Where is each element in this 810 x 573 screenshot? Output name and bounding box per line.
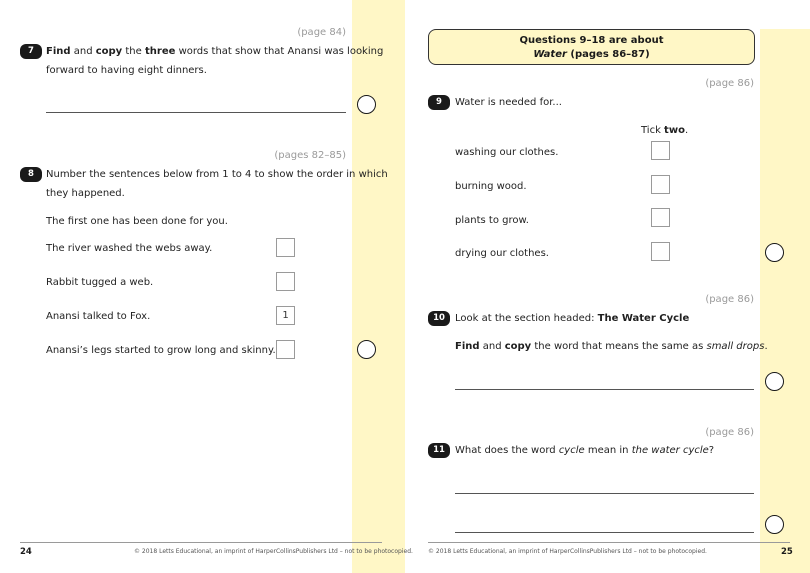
q8-page-ref: (pages 82–85): [274, 150, 346, 161]
banner-line2: [429, 48, 754, 62]
page-number: 25: [781, 547, 793, 557]
section-banner: [428, 29, 755, 65]
q9-option-label: plants to grow.: [455, 215, 529, 226]
q9-tick-box[interactable]: [651, 175, 670, 194]
q9-number-badge: 9: [428, 95, 450, 110]
q9-option-label: washing our clothes.: [455, 147, 559, 158]
q7-text: words that show that Anansi was looking: [175, 46, 384, 57]
tick-text: .: [684, 125, 689, 136]
q9-tick-box[interactable]: [651, 242, 670, 261]
q11-number-badge: 11: [428, 443, 450, 458]
q10-text: Look at the section headed:: [455, 313, 598, 324]
q9-option-label: burning wood.: [455, 181, 527, 192]
q10-small-drops: small drops: [706, 341, 765, 352]
q9-tick-box[interactable]: [651, 208, 670, 227]
q11-water-cycle: the water cycle: [631, 445, 709, 456]
q7-answer-line[interactable]: [46, 112, 346, 113]
q11-answer-line[interactable]: [455, 493, 754, 494]
q7-page-ref: (page 84): [297, 27, 346, 38]
q8-mark-circle: [357, 340, 376, 359]
q8-item-label: Rabbit tugged a web.: [46, 277, 154, 288]
footer-rule: [20, 542, 382, 543]
q7-mark-circle: [357, 95, 376, 114]
page-number: 24: [20, 547, 32, 557]
q10-mark-circle: [765, 372, 784, 391]
left-margin-strip: [352, 0, 405, 573]
q11-cycle: cycle: [558, 445, 585, 456]
banner-line1: Questions 9–18 are about: [519, 35, 664, 46]
copyright-footer: © 2018 Letts Educational, an imprint of HarperCollinsPublishers Ltd – not to be photocopied.: [428, 548, 707, 555]
q10-text: the word that means the same as: [531, 341, 707, 352]
q11-text: mean in: [584, 445, 632, 456]
q7-question-line2: forward to having eight dinners.: [46, 65, 207, 76]
q7-copy: copy: [95, 46, 123, 57]
q11-question: [455, 441, 714, 460]
q8-order-box[interactable]: [276, 340, 295, 359]
q8-question-line2: they happened.: [46, 188, 125, 199]
q10-number-badge: 10: [428, 311, 450, 326]
q7-three: three: [144, 46, 176, 57]
q11-page-ref: (page 86): [705, 427, 754, 438]
q10-question-line2: [455, 337, 768, 356]
q10-page-ref: (page 86): [705, 294, 754, 305]
q11-text: ?: [708, 445, 715, 456]
q9-option-label: drying our clothes.: [455, 248, 549, 259]
q8-question-line1: Number the sentences below from 1 to 4 to show the order in which: [46, 169, 388, 180]
q10-text: and: [479, 341, 505, 352]
q9-mark-circle: [765, 243, 784, 262]
q11-mark-circle: [765, 515, 784, 534]
q8-item-label: The river washed the webs away.: [46, 243, 213, 254]
right-margin-strip: [760, 29, 810, 573]
q8-order-box-filled[interactable]: 1: [276, 306, 295, 325]
tick-two: two: [664, 125, 685, 136]
q10-text: .: [764, 341, 768, 352]
tick-text: Tick: [641, 125, 665, 136]
q10-question-line1: [455, 309, 689, 328]
copyright-footer: © 2018 Letts Educational, an imprint of HarperCollinsPublishers Ltd – not to be photocopied.: [134, 548, 413, 555]
q8-order-box[interactable]: [276, 238, 295, 257]
footer-rule: [428, 542, 790, 543]
q10-section-name: The Water Cycle: [597, 313, 690, 324]
q7-number-badge: 7: [20, 44, 42, 59]
q8-note: The first one has been done for you.: [46, 216, 228, 227]
q8-number-badge: 8: [20, 167, 42, 182]
q7-text: the: [122, 46, 145, 57]
q10-find: Find: [455, 341, 480, 352]
q10-answer-line[interactable]: [455, 389, 754, 390]
q9-tick-box[interactable]: [651, 141, 670, 160]
q7-find: Find: [46, 46, 71, 57]
q9-page-ref: (page 86): [705, 78, 754, 89]
banner-title: Water: [533, 49, 567, 60]
q8-item-label: Anansi’s legs started to grow long and skinny.: [46, 345, 276, 356]
q11-text: What does the word: [455, 445, 559, 456]
q10-copy: copy: [504, 341, 532, 352]
q8-order-box[interactable]: [276, 272, 295, 291]
q7-question-line1: [46, 42, 383, 61]
banner-pages: (pages 86–87): [566, 49, 650, 60]
q9-tick-instruction: [641, 121, 688, 140]
q7-text: and: [70, 46, 96, 57]
q9-question: Water is needed for...: [455, 97, 562, 108]
q11-answer-line[interactable]: [455, 532, 754, 533]
q8-item-label: Anansi talked to Fox.: [46, 311, 151, 322]
